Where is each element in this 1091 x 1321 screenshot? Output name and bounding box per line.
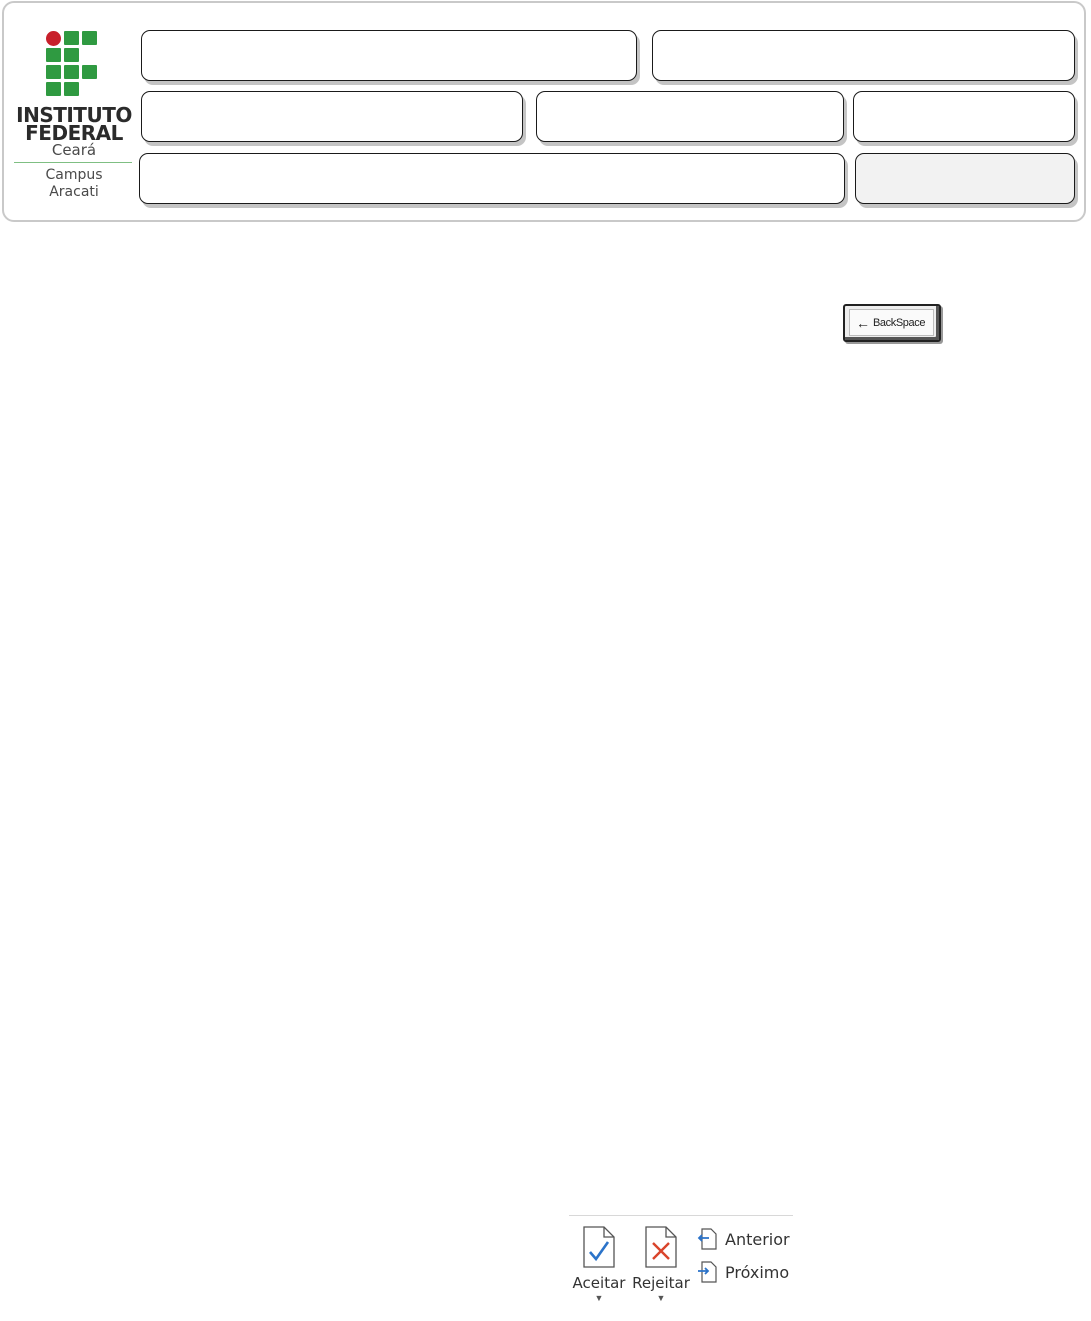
field-row3-left[interactable] <box>139 153 845 204</box>
next-change-icon <box>697 1260 719 1284</box>
reject-dropdown-icon[interactable]: ▼ <box>656 1293 666 1303</box>
next-change-button[interactable] <box>697 1259 789 1285</box>
logo-title-line2: FEDERAL <box>25 121 123 145</box>
reject-change-icon <box>644 1226 678 1268</box>
accept-dropdown-icon[interactable]: ▼ <box>594 1293 604 1303</box>
reject-button[interactable] <box>631 1226 691 1320</box>
backspace-key-face <box>849 309 934 336</box>
reject-label: Rejeitar <box>632 1274 690 1292</box>
field-row1-left[interactable] <box>141 30 637 81</box>
ifce-logo <box>12 27 136 207</box>
logo-title-line1: INSTITUTO <box>16 103 132 127</box>
left-arrow-icon: ← <box>856 314 870 331</box>
logo-campus-line1: Campus <box>45 167 103 183</box>
field-row2-middle[interactable] <box>536 91 844 142</box>
accept-button[interactable] <box>569 1226 629 1320</box>
previous-change-icon <box>697 1227 719 1251</box>
previous-change-button[interactable] <box>697 1226 790 1252</box>
accept-label: Aceitar <box>572 1274 626 1292</box>
logo-divider <box>14 162 132 163</box>
next-label: Próximo <box>725 1262 790 1282</box>
field-row2-left[interactable] <box>141 91 523 142</box>
review-changes-group <box>569 1215 793 1321</box>
logo-campus-line2: Aracati <box>49 184 99 200</box>
accept-change-icon <box>582 1226 616 1268</box>
backspace-key-label: BackSpace <box>873 316 926 329</box>
field-row2-right[interactable] <box>853 91 1075 142</box>
logo-state: Ceará <box>51 141 97 159</box>
field-row3-right[interactable] <box>855 153 1075 204</box>
header-card <box>2 1 1086 222</box>
previous-label: Anterior <box>725 1229 790 1249</box>
field-row1-right[interactable] <box>652 30 1075 81</box>
backspace-key <box>843 304 941 342</box>
